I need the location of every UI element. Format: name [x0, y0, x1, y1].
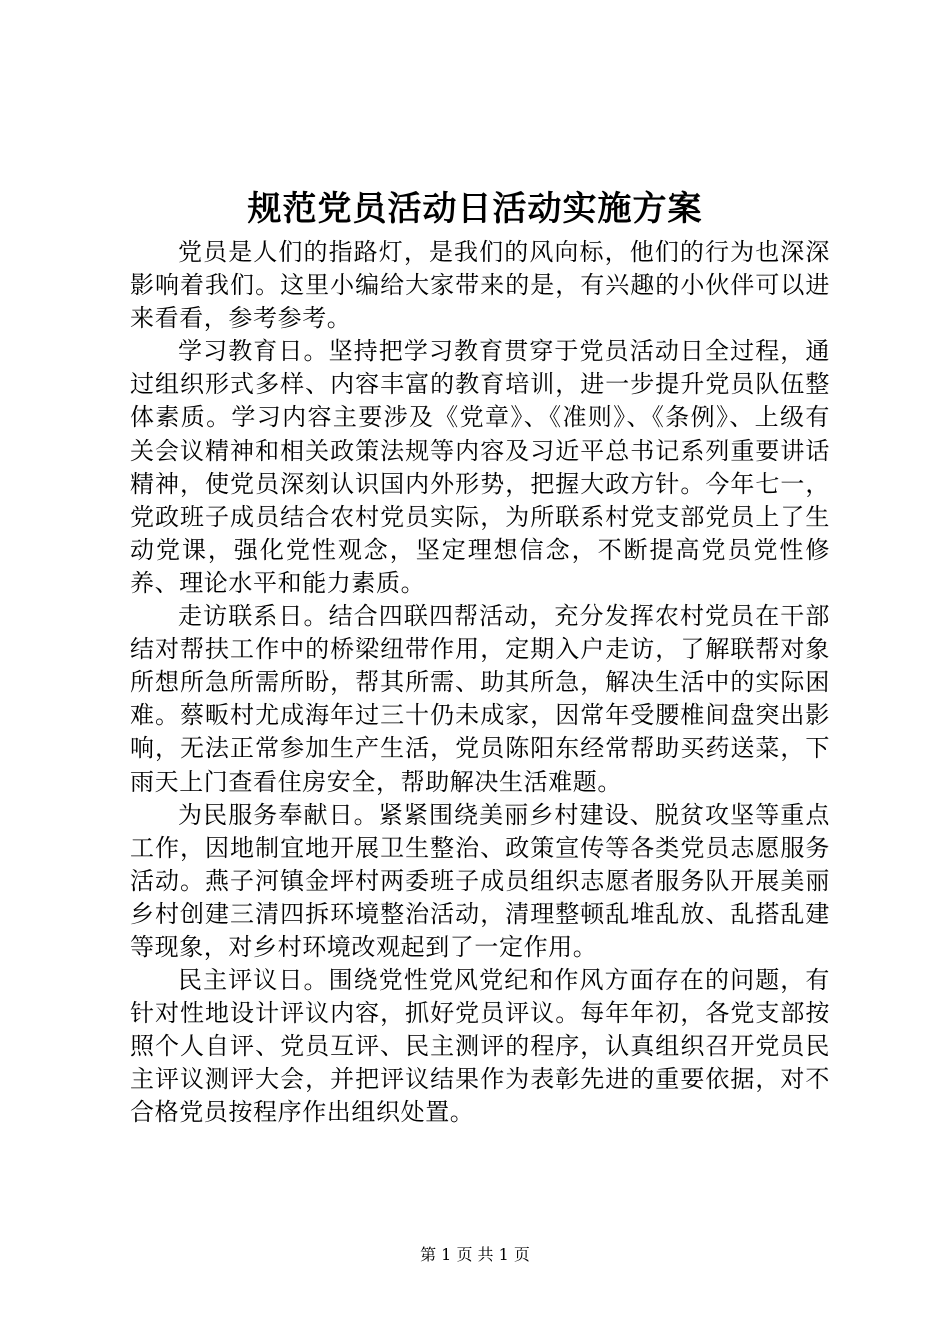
paragraph-service-day: 为民服务奉献日。紧紧围绕美丽乡村建设、脱贫攻坚等重点工作，因地制宜地开展卫生整治、政策宣传等各类党员志愿服务活动。燕子河镇金坪村两委班子成员组织志愿者服务队开展美丽乡村创建三清四拆环境整治活动，清理整顿乱堆乱放、乱搭乱建等现象，对乡村环境改观起到了一定作用。 — [130, 800, 830, 961]
paragraph-study-day: 学习教育日。坚持把学习教育贯穿于党员活动日全过程，通过组织形式多样、内容丰富的教育培训，进一步提升党员队伍整体素质。学习内容主要涉及《党章》、《准则》、《条例》、上级有关会议精神和相关政策法规等内容及习近平总书记系列重要讲话精神，使党员深刻认识国内外形势，把握大政方针。今年七一，党政班子成员结合农村党员实际，为所联系村党支部党员上了生动党课，强化党性观念，坚定理想信念，不断提高党员党性修养、理论水平和能力素质。 — [130, 337, 830, 597]
paragraph-visit-day: 走访联系日。结合四联四帮活动，充分发挥农村党员在干部结对帮扶工作中的桥梁纽带作用，定期入户走访，了解联帮对象所想所急所需所盼，帮其所需、助其所急，解决生活中的实际困难。蔡畈村尤成海年过三十仍未成家，因常年受腰椎间盘突出影响，无法正常参加生产生活，党员陈阳东经常帮助买药送菜，下雨天上门查看住房安全，帮助解决生活难题。 — [130, 602, 830, 796]
paragraph-intro: 党员是人们的指路灯，是我们的风向标，他们的行为也深深影响着我们。这里小编给大家带来的是，有兴趣的小伙伴可以进来看看，参考参考。 — [130, 238, 830, 333]
page-number-footer: 第 1 页 共 1 页 — [420, 1245, 530, 1264]
paragraph-review-day: 民主评议日。围绕党性党风党纪和作风方面存在的问题，有针对性地设计评议内容，抓好党员评议。每年年初，各党支部按照个人自评、党员互评、民主测评的程序，认真组织召开党员民主评议测评大会，并把评议结果作为表彰先进的重要依据，对不合格党员按程序作出组织处置。 — [130, 966, 830, 1127]
document-body — [130, 236, 830, 1130]
document-title: 规范党员活动日活动实施方案 — [247, 189, 703, 229]
